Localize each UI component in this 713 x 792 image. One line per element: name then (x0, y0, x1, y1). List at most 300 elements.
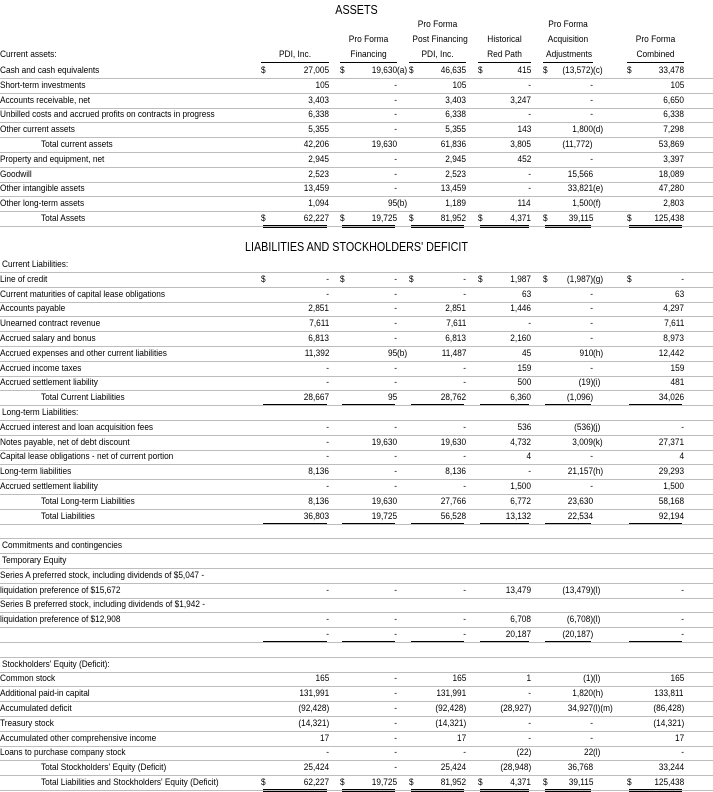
currency-symbol (543, 745, 552, 760)
cell-text: - (681, 747, 684, 758)
currency-symbol (340, 405, 349, 420)
footnote-ref (466, 449, 478, 464)
cell-value (552, 211, 593, 226)
cell-text: 8,973 (663, 332, 684, 343)
currency-symbol (627, 701, 636, 716)
cell-value (487, 716, 531, 731)
cell-value (418, 464, 466, 479)
footnote-ref (466, 671, 478, 686)
cell-value (349, 122, 397, 137)
currency-symbol (409, 612, 418, 627)
cell-text: - (326, 377, 329, 388)
footnote-ref (466, 775, 478, 790)
cell-value (636, 272, 684, 287)
cell-value (418, 523, 466, 538)
currency-symbol (627, 137, 636, 152)
cell-text: - (326, 614, 329, 625)
table-row (0, 509, 684, 524)
column-header-line: Red Path (487, 49, 522, 60)
currency-symbol (261, 405, 271, 420)
cell-text: - (590, 451, 593, 462)
cell-text: (i) (593, 377, 601, 388)
cell-value (271, 760, 329, 775)
cell-value (552, 509, 593, 524)
cell-text: 165 (670, 673, 684, 684)
footnote-ref (329, 211, 340, 226)
cell-value (552, 731, 593, 746)
currency-symbol (478, 745, 487, 760)
footnote-ref (593, 375, 627, 390)
row-label (0, 642, 261, 657)
footnote-ref (329, 716, 340, 731)
footnote-ref (466, 63, 478, 78)
currency-symbol (340, 316, 349, 331)
cell-text: (l) (593, 747, 601, 758)
currency-symbol (340, 701, 349, 716)
row-label-text: Accounts receivable, net (0, 94, 91, 105)
cell-value (636, 93, 684, 108)
cell-value (636, 196, 684, 211)
currency-symbol (543, 196, 552, 211)
cell-text: 25,424 (440, 762, 466, 773)
footnote-ref (329, 523, 340, 538)
currency-symbol (478, 731, 487, 746)
currency-symbol (478, 107, 487, 122)
currency-symbol (478, 686, 487, 701)
cell-text: 17 (674, 732, 684, 743)
currency-symbol (409, 642, 418, 657)
cell-text: - (326, 421, 329, 432)
assets-title: ASSETS (335, 3, 378, 17)
currency-symbol (340, 731, 349, 746)
cell-value (349, 775, 397, 790)
cell-text: 2,523 (308, 168, 329, 179)
table-row (0, 612, 684, 627)
footnote-ref (397, 167, 409, 182)
cell-text: - (463, 451, 466, 462)
cell-value (271, 107, 329, 122)
footnote-ref (531, 627, 543, 642)
cell-value (552, 301, 593, 316)
footnote-ref (466, 390, 478, 405)
cell-text: (j) (593, 421, 601, 432)
cell-text: - (394, 584, 397, 595)
currency-symbol (478, 612, 487, 627)
cell-value (349, 375, 397, 390)
currency-symbol (478, 390, 487, 405)
cell-value (349, 479, 397, 494)
currency-symbol (478, 78, 487, 93)
cell-value (349, 568, 397, 583)
footnote-ref (593, 63, 627, 78)
cell-value (487, 181, 531, 196)
row-label-text: Additional paid-in capital (0, 688, 90, 699)
footnote-ref (593, 745, 627, 760)
row-label-text: Total Assets (41, 212, 86, 223)
cell-value (271, 464, 329, 479)
currency-symbol (627, 257, 636, 272)
currency-symbol (261, 583, 271, 598)
cell-value (636, 760, 684, 775)
footnote-ref (397, 760, 409, 775)
cell-value (636, 78, 684, 93)
footnote-ref (593, 479, 627, 494)
currency-symbol (340, 107, 349, 122)
cell-text: (d) (593, 124, 604, 135)
cell-value (636, 301, 684, 316)
currency-symbol (340, 211, 349, 226)
currency-symbol (340, 93, 349, 108)
currency-symbol (409, 78, 418, 93)
cell-value (349, 701, 397, 716)
footnote-ref (531, 686, 543, 701)
footnote-ref (329, 597, 340, 612)
footnote-ref (397, 612, 409, 627)
footnote-ref (531, 523, 543, 538)
footnote-ref (593, 301, 627, 316)
cell-text: - (590, 94, 593, 105)
row-label-text: liquidation preference of $15,672 (0, 584, 121, 595)
row-label (0, 701, 261, 716)
cell-text: $ (409, 212, 414, 223)
footnote-ref (593, 509, 627, 524)
footnote-ref (531, 405, 543, 420)
currency-symbol (478, 449, 487, 464)
currency-symbol (627, 181, 636, 196)
currency-symbol (627, 494, 636, 509)
currency-symbol (261, 390, 271, 405)
table-row (0, 196, 684, 211)
cell-value (418, 435, 466, 450)
currency-symbol (340, 152, 349, 167)
footnote-ref (397, 775, 409, 790)
table-row (0, 107, 684, 122)
cell-text: - (394, 303, 397, 314)
cell-value (487, 671, 531, 686)
currency-symbol (409, 257, 418, 272)
cell-value (636, 671, 684, 686)
footnote-ref (466, 716, 478, 731)
row-label (0, 435, 261, 450)
row-label (0, 538, 261, 553)
cell-text: 28,762 (440, 392, 466, 403)
cell-text: 4,371 (510, 776, 531, 787)
cell-value (636, 568, 684, 583)
table-row (0, 93, 684, 108)
cell-text: (536) (573, 421, 593, 432)
cell-value (271, 331, 329, 346)
cell-text: (19) (578, 377, 593, 388)
currency-symbol (478, 568, 487, 583)
cell-text: (a) (397, 65, 408, 75)
row-label (0, 449, 261, 464)
cell-value (636, 745, 684, 760)
table-row (0, 78, 684, 93)
row-label-text: Accrued settlement liability (0, 480, 98, 491)
cell-text: $ (261, 65, 266, 75)
footnote-ref (593, 671, 627, 686)
cell-text: - (394, 717, 397, 728)
cell-text: 415 (517, 65, 531, 75)
cell-text: 2,945 (445, 153, 466, 164)
cell-text: 165 (452, 673, 466, 684)
footnote-ref (329, 137, 340, 152)
footnote-ref (329, 479, 340, 494)
cell-text: - (394, 273, 397, 284)
row-label (0, 167, 261, 182)
cell-value (487, 63, 531, 78)
footnote-ref (593, 583, 627, 598)
currency-symbol (340, 257, 349, 272)
footnote-ref (397, 509, 409, 524)
footnote-ref (397, 642, 409, 657)
currency-symbol (543, 405, 552, 420)
currency-symbol (340, 538, 349, 553)
footnote-ref (593, 494, 627, 509)
cell-text: 131,991 (299, 688, 329, 699)
footnote-ref (466, 107, 478, 122)
cell-text: - (528, 318, 531, 329)
cell-text: - (394, 702, 397, 713)
currency-symbol (409, 731, 418, 746)
cell-value (552, 479, 593, 494)
currency-symbol (340, 716, 349, 731)
cell-value (349, 167, 397, 182)
cell-value (418, 301, 466, 316)
currency-symbol (409, 375, 418, 390)
currency-symbol (627, 627, 636, 642)
footnote-ref (593, 760, 627, 775)
cell-text: 45 (521, 347, 531, 358)
currency-symbol (543, 701, 552, 716)
table-row (0, 375, 684, 390)
cell-text: $ (543, 212, 548, 223)
cell-value (349, 152, 397, 167)
footnote-ref (466, 181, 478, 196)
currency-symbol (340, 331, 349, 346)
currency-symbol (627, 464, 636, 479)
table-row (0, 538, 684, 553)
currency-symbol (543, 686, 552, 701)
footnote-ref (329, 435, 340, 450)
row-separator (0, 553, 713, 554)
cell-value (418, 196, 466, 211)
currency-symbol (543, 671, 552, 686)
table-row (0, 568, 684, 583)
table-row (0, 523, 684, 538)
cell-text: 42,206 (303, 138, 329, 149)
cell-text: (b) (397, 198, 408, 209)
cell-text: (13,572) (562, 65, 593, 75)
footnote-ref (397, 523, 409, 538)
cell-text: - (394, 377, 397, 388)
cell-value (636, 361, 684, 376)
footnote-ref (397, 287, 409, 302)
currency-symbol (261, 167, 271, 182)
cell-text: 1,500 (510, 480, 531, 491)
currency-symbol (478, 642, 487, 657)
column-header-3 (412, 17, 468, 62)
row-separator (0, 78, 713, 79)
cell-value (349, 745, 397, 760)
footnote-ref (329, 420, 340, 435)
cell-text: 13,132 (505, 510, 531, 521)
footnote-ref (397, 331, 409, 346)
cell-text: - (394, 451, 397, 462)
footnote-ref (466, 78, 478, 93)
cell-text: $ (627, 776, 632, 787)
cell-value (418, 361, 466, 376)
cell-value (418, 671, 466, 686)
cell-value (418, 760, 466, 775)
currency-symbol (340, 464, 349, 479)
footnote-ref (593, 686, 627, 701)
cell-text: 95 (387, 392, 397, 403)
currency-symbol (340, 137, 349, 152)
cell-value (271, 509, 329, 524)
cell-text: 34,026 (658, 392, 684, 403)
cell-value (552, 137, 593, 152)
currency-symbol (478, 760, 487, 775)
footnote-ref (593, 405, 627, 420)
cell-value (349, 316, 397, 331)
footnote-ref (466, 122, 478, 137)
cell-text: 105 (315, 79, 329, 90)
cell-text: - (394, 762, 397, 773)
cell-text: 2,851 (308, 303, 329, 314)
cell-text: $ (543, 273, 548, 284)
row-separator (0, 390, 713, 391)
footnote-ref (466, 346, 478, 361)
row-label (0, 597, 261, 612)
currency-symbol (627, 346, 636, 361)
footnote-ref (593, 181, 627, 196)
cell-value (418, 107, 466, 122)
footnote-ref (466, 301, 478, 316)
footnote-ref (531, 731, 543, 746)
cell-text: $ (478, 212, 483, 223)
currency-symbol (340, 449, 349, 464)
footnote-ref (329, 657, 340, 672)
row-separator (0, 405, 713, 406)
currency-symbol (627, 612, 636, 627)
table-row (0, 464, 684, 479)
cell-value (349, 464, 397, 479)
footnote-ref (593, 731, 627, 746)
cell-text: 19,725 (371, 510, 397, 521)
cell-value (271, 479, 329, 494)
currency-symbol (478, 181, 487, 196)
footnote-ref (397, 122, 409, 137)
row-separator (0, 108, 713, 109)
currency-symbol (478, 272, 487, 287)
currency-symbol (627, 568, 636, 583)
currency-symbol (261, 642, 271, 657)
row-label (0, 464, 261, 479)
cell-text: $ (478, 65, 483, 75)
footnote-ref (466, 553, 478, 568)
row-separator (0, 568, 713, 569)
cell-value (271, 538, 329, 553)
cell-value (418, 538, 466, 553)
currency-symbol (543, 642, 552, 657)
cell-value (636, 122, 684, 137)
currency-symbol (543, 775, 552, 790)
cell-value (271, 731, 329, 746)
footnote-ref (329, 642, 340, 657)
cell-value (271, 167, 329, 182)
cell-text: - (463, 362, 466, 373)
cell-text: - (528, 717, 531, 728)
footnote-ref (329, 78, 340, 93)
cell-text: 81,952 (440, 776, 466, 787)
cell-text: - (326, 628, 329, 639)
cell-value (487, 331, 531, 346)
footnote-ref (593, 523, 627, 538)
footnote-ref (329, 331, 340, 346)
footnote-ref (593, 78, 627, 93)
footnote-ref (329, 361, 340, 376)
currency-symbol (409, 390, 418, 405)
cell-value (271, 287, 329, 302)
footnote-ref (466, 612, 478, 627)
currency-symbol (261, 716, 271, 731)
cell-text: $ (340, 776, 345, 787)
cell-value (487, 316, 531, 331)
cell-value (271, 523, 329, 538)
footnote-ref (397, 538, 409, 553)
cell-value (271, 435, 329, 450)
currency-symbol (340, 78, 349, 93)
currency-symbol (627, 479, 636, 494)
cell-text: 3,009 (572, 436, 593, 447)
cell-value (418, 597, 466, 612)
currency-symbol (409, 760, 418, 775)
cell-text: - (590, 288, 593, 299)
currency-symbol (261, 78, 271, 93)
cell-value (418, 122, 466, 137)
footnote-ref (397, 657, 409, 672)
table-row (0, 627, 684, 642)
cell-value (487, 211, 531, 226)
cell-value (487, 301, 531, 316)
cell-value (552, 390, 593, 405)
currency-symbol (409, 331, 418, 346)
footnote-ref (531, 701, 543, 716)
cell-value (349, 449, 397, 464)
row-label-text: Property and equipment, net (0, 153, 105, 164)
currency-symbol (543, 627, 552, 642)
row-label-text: Accrued settlement liability (0, 377, 98, 388)
cell-text: 4 (526, 451, 531, 462)
footnote-ref (531, 597, 543, 612)
currency-symbol (409, 657, 418, 672)
footnote-ref (397, 627, 409, 642)
table-row (0, 420, 684, 435)
currency-symbol (627, 211, 636, 226)
currency-symbol (340, 583, 349, 598)
cell-value (636, 657, 684, 672)
footnote-ref (397, 568, 409, 583)
column-header-6 (630, 32, 680, 62)
currency-symbol (478, 287, 487, 302)
cell-text: (20,187) (562, 628, 593, 639)
footnote-ref (466, 405, 478, 420)
column-header-1 (265, 47, 325, 62)
row-label-text: Accrued income taxes (0, 362, 82, 373)
cell-text: 1,820 (572, 688, 593, 699)
currency-symbol (543, 553, 552, 568)
